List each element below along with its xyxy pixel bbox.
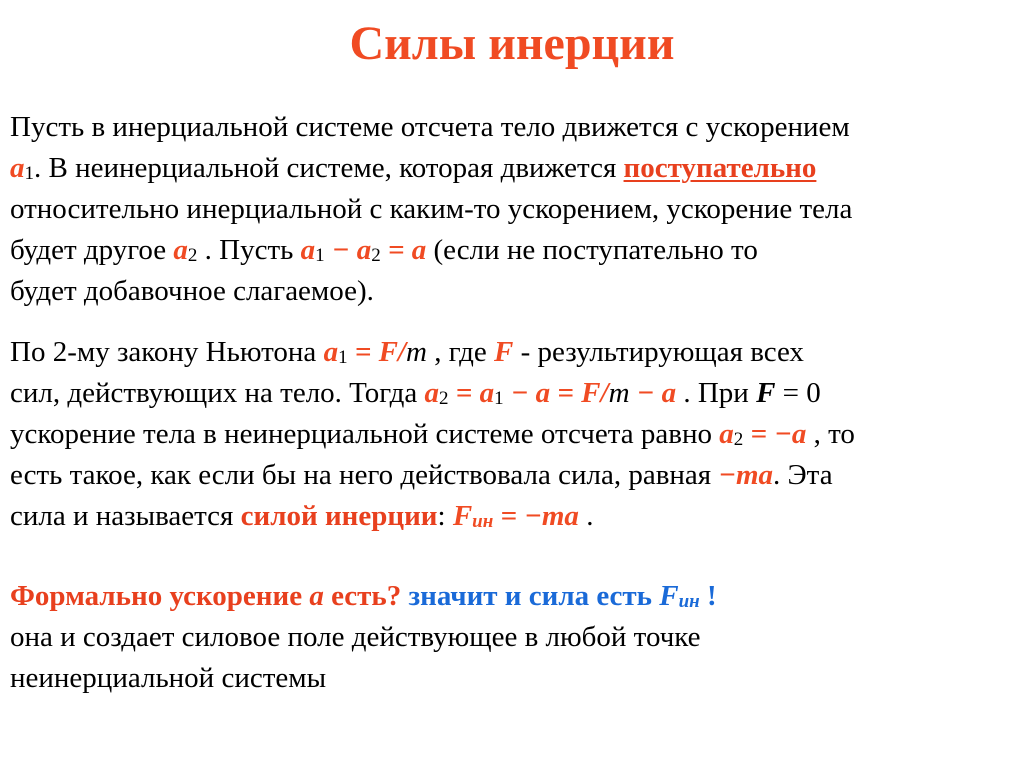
p1-line-4: будет другое $a_2$ . Пусть $a_1 - a_2 = a$ (если не поступательно то xyxy=(10,234,758,266)
p1-line-2-text: . В неинерциальной системе, которая движется xyxy=(34,152,624,184)
term-inertia-force: силой инерции xyxy=(240,500,438,532)
equation-a1-minus-a2: $a_1 - a_2 = a$ xyxy=(300,234,427,266)
term-translational: поступательно xyxy=(623,152,817,184)
p3-red-question: Формально ускорение a есть? xyxy=(10,580,409,612)
symbol-F-zero: F xyxy=(756,377,776,409)
symbol-a2: $a_2$ xyxy=(173,234,198,266)
p2-line-3: ускорение тела в неинерциальной системе отсчета равно $a_2 = -a$ , то xyxy=(10,418,855,450)
equation-inertia-force: $F_{ин} = -ma$ xyxy=(452,500,579,532)
p1-line-2 xyxy=(10,148,1010,189)
p2-line-2: сил, действующих на тело. Тогда $a_2 = a_1 - a = F/m - a$ . При F = 0 xyxy=(10,377,821,409)
p3-line-2: она и создает силовое поле действующее в любой точке xyxy=(10,621,701,653)
symbol-F: F xyxy=(494,336,514,368)
p1-line-1: Пусть в инерциальной системе отсчета тело движется с ускорением xyxy=(10,111,850,143)
paragraph-2 xyxy=(10,332,1010,537)
p3-line-1 xyxy=(10,576,1010,617)
paragraph-1 xyxy=(10,107,1010,312)
paragraph-3 xyxy=(10,576,1010,699)
p2-line-4: есть такое, как если бы на него действовала сила, равная −ma. Эта xyxy=(10,459,833,491)
p2-line-1: По 2-му закону Ньютона $a_1 = F/m$ , где F - результирующая всех xyxy=(10,336,804,368)
p3-line-3: неинерциальной системы xyxy=(10,662,327,694)
equation-a2: $a_2 = a_1 - a = F/m - a$ xyxy=(424,377,677,409)
equation-newton: $a_1 = F/m$ xyxy=(323,336,427,368)
p1-line-5: будет добавочное слагаемое). xyxy=(10,275,374,307)
p2-line-5: сила и называется силой инерции: $F_{ин} = -ma$ . xyxy=(10,500,594,532)
symbol-a1: $a_1$ xyxy=(10,152,34,184)
equation-a2-neg-a: $a_2 = -a$ xyxy=(719,418,807,450)
p1-line-3: относительно инерциальной с каким-то ускорением, ускорение тела xyxy=(10,193,853,225)
slide-title: Силы инерции xyxy=(349,17,675,70)
p3-blue-conclusion: значит и сила есть $F_{ин}$ ! xyxy=(408,580,717,612)
symbol-neg-ma: −ma xyxy=(718,459,774,491)
